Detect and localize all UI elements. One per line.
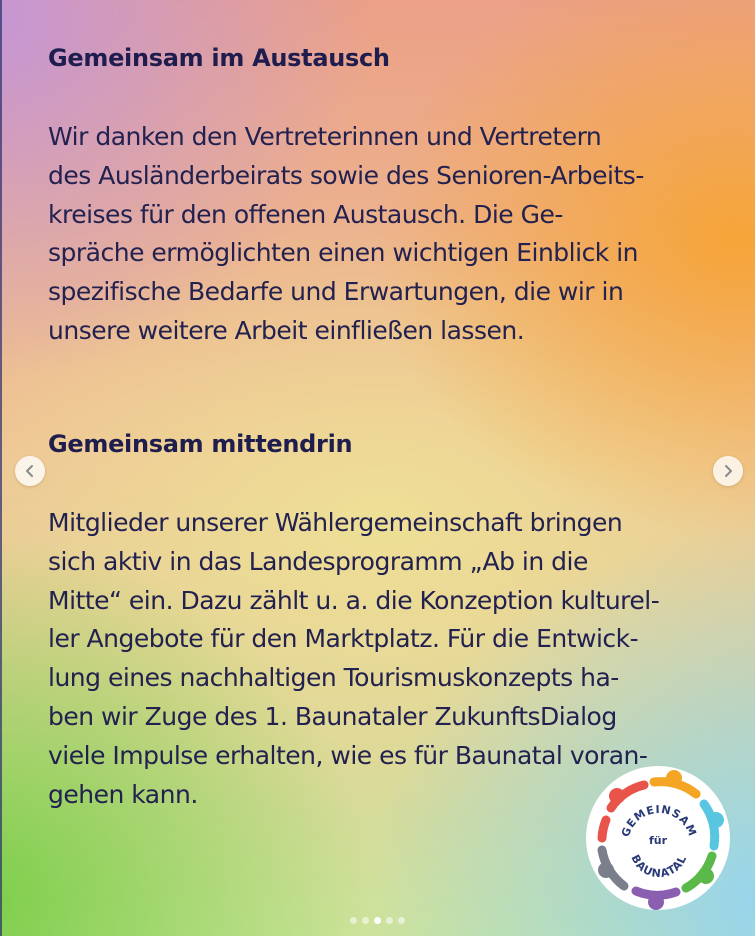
left-edge-border [0, 0, 2, 936]
carousel-pagination [350, 917, 405, 924]
section-heading-mittendrin: Gemeinsam mittendrin [48, 430, 353, 458]
pagination-dot[interactable] [386, 917, 393, 924]
section-body-austausch: Wir danken den Vertreterinnen und Vertretern des Ausländerbeirats sowie des Senioren-Arbeits- kreises für den offenen Austausch. Die Ge- spräche ermöglichten einen wichtigen Einblick in spezifische Bedarfe und Erwartungen, die wir in unsere weitere Arbeit einfließen lassen. [48, 122, 644, 345]
pagination-dot[interactable] [350, 917, 357, 924]
logo-text-top: GEMEINSAM [618, 802, 700, 839]
pagination-dot[interactable] [374, 917, 381, 924]
logo-text-bottom: BAUNATAL [628, 852, 690, 881]
logo-text-middle: für [648, 834, 668, 847]
pagination-dot[interactable] [362, 917, 369, 924]
section-body-mittendrin: Mitglieder unserer Wählergemeinschaft bringen sich aktiv in das Landesprogramm „Ab in die Mitte“ ein. Dazu zählt u. a. die Konzeption kulturel- ler Angebote für den Marktplatz. Für die Entwick- lung eines nachhaltigen Tourismuskonzepts ha- ben wir Zuge des 1. Baunataler ZukunftsDialog viele Impulse erhalten, wie es für Baunatal voran- gehen kann. [48, 508, 660, 809]
chevron-left-icon [23, 464, 37, 478]
chevron-right-icon [721, 464, 735, 478]
pagination-dot[interactable] [398, 917, 405, 924]
previous-slide-button[interactable] [15, 456, 45, 486]
section-heading-austausch: Gemeinsam im Austausch [48, 44, 390, 72]
next-slide-button[interactable] [713, 456, 743, 486]
gemeinsam-fuer-baunatal-logo [584, 764, 732, 912]
